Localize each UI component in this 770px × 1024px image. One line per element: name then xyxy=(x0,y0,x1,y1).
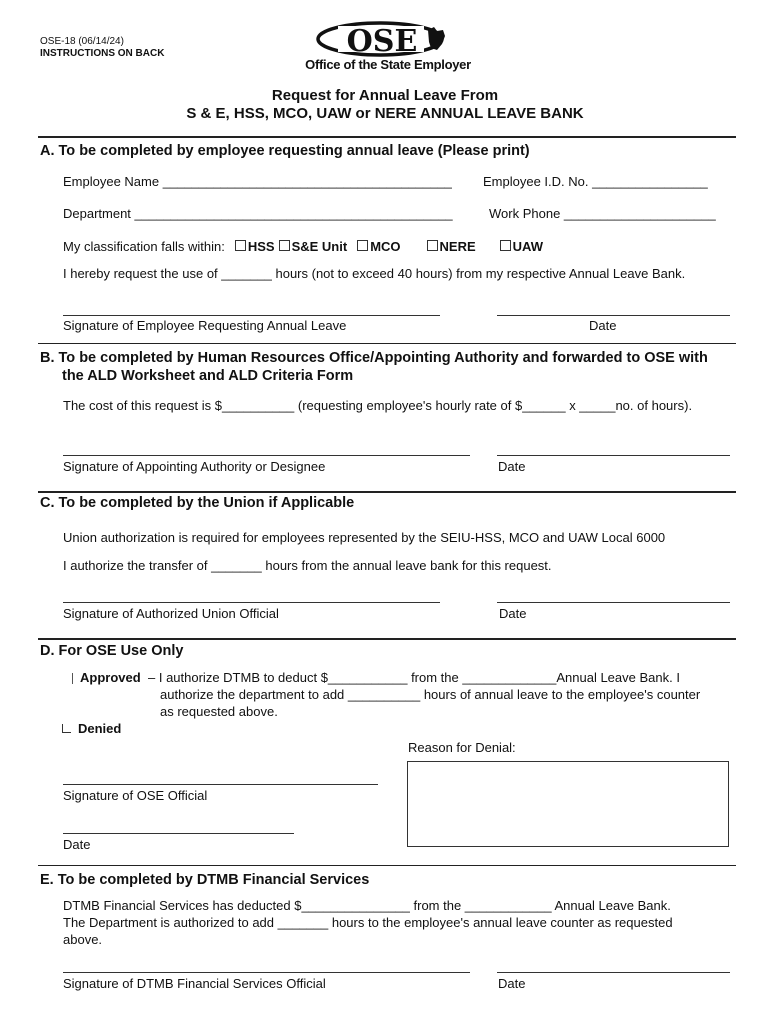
dtmb-line-1[interactable]: DTMB Financial Services has deducted $_______________ from the ____________ Annual Leave Bank. xyxy=(63,898,671,913)
authority-date-line[interactable] xyxy=(497,455,730,456)
employee-date-line[interactable] xyxy=(497,315,730,316)
union-date-label: Date xyxy=(499,606,527,621)
divider xyxy=(38,865,736,866)
divider xyxy=(38,638,736,640)
section-c-heading: C. To be completed by the Union if Applicable xyxy=(40,495,355,511)
dtmb-signature-line[interactable] xyxy=(63,972,470,973)
ose-date-label: Date xyxy=(63,837,91,852)
cost-text[interactable]: The cost of this request is $__________ (requesting employee's hourly rate of $______ x _____no. of hours). xyxy=(63,398,693,413)
department-field[interactable]: Department ____________________________________________ xyxy=(63,206,453,221)
employee-date-label: Date xyxy=(589,318,617,333)
option-se-unit[interactable]: S&E Unit xyxy=(279,239,348,254)
ose-signature-label: Signature of OSE Official xyxy=(63,788,208,803)
org-name: Office of the State Employer xyxy=(305,57,471,72)
leave-request-text: I hereby request the use of _______ hours (not to exceed 40 hours) from my respective Annual Leave Bank. xyxy=(63,266,686,281)
approved-line-1[interactable]: – I authorize DTMB to deduct $___________ from the _____________Annual Leave Bank. I xyxy=(148,670,680,685)
section-b-heading-cont: the ALD Worksheet and ALD Criteria Form xyxy=(62,368,354,384)
union-note: Union authorization is required for employees represented by the SEIU-HSS, MCO and UAW Local 6000 xyxy=(63,530,666,545)
section-e-heading: E. To be completed by DTMB Financial Services xyxy=(40,872,370,888)
work-phone-field[interactable]: Work Phone _____________________ xyxy=(489,206,716,221)
dtmb-line-3: above. xyxy=(63,932,103,947)
option-mco[interactable]: MCO xyxy=(357,239,400,254)
ose-date-line[interactable] xyxy=(63,833,294,834)
denial-reason-label: Reason for Denial: xyxy=(408,740,516,755)
classification-label: My classification falls within: xyxy=(63,239,225,254)
employee-signature-label: Signature of Employee Requesting Annual Leave xyxy=(63,318,347,333)
form-code: OSE-18 (06/14/24) xyxy=(40,36,124,47)
denial-reason-box[interactable] xyxy=(407,761,729,847)
union-signature-line[interactable] xyxy=(63,602,440,603)
page-subtitle: S & E, HSS, MCO, UAW or NERE ANNUAL LEAVE BANK xyxy=(186,105,584,122)
employee-id-field[interactable]: Employee I.D. No. ________________ xyxy=(483,174,708,189)
page-title: Request for Annual Leave From xyxy=(271,87,499,104)
ose-signature-line[interactable] xyxy=(63,784,378,785)
dtmb-line-2[interactable]: The Department is authorized to add _______ hours to the employee's annual leave counter as requested xyxy=(63,915,673,930)
denied-option[interactable]: Denied xyxy=(62,721,121,736)
checkbox-icon[interactable] xyxy=(235,240,246,251)
checkbox-icon[interactable] xyxy=(279,240,290,251)
employee-name-field[interactable]: Employee Name ________________________________________ xyxy=(63,174,452,189)
dtmb-date-line[interactable] xyxy=(497,972,730,973)
dtmb-date-label: Date xyxy=(498,976,526,991)
union-transfer-text[interactable]: I authorize the transfer of _______ hours from the annual leave bank for this request. xyxy=(63,558,552,573)
union-signature-label: Signature of Authorized Union Official xyxy=(63,606,279,621)
approved-line-3: as requested above. xyxy=(160,704,278,719)
logo-text: OSE xyxy=(346,24,418,59)
option-nere[interactable]: NERE xyxy=(427,239,476,254)
dtmb-signature-label: Signature of DTMB Financial Services Official xyxy=(63,976,326,991)
approved-option[interactable]: Approved xyxy=(72,670,141,685)
classification-row xyxy=(63,239,543,254)
divider xyxy=(38,343,736,344)
section-a-heading: A. To be completed by employee requesting annual leave (Please print) xyxy=(40,143,530,159)
checkbox-icon[interactable] xyxy=(427,240,438,251)
instructions-note: INSTRUCTIONS ON BACK xyxy=(40,48,165,59)
divider xyxy=(38,136,736,138)
approved-line-2[interactable]: authorize the department to add __________ hours of annual leave to the employee's counter xyxy=(160,687,701,702)
authority-signature-label: Signature of Appointing Authority or Designee xyxy=(63,459,326,474)
employee-signature-line[interactable] xyxy=(63,315,440,316)
authority-signature-line[interactable] xyxy=(63,455,470,456)
option-uaw[interactable]: UAW xyxy=(500,239,543,254)
divider xyxy=(38,491,736,493)
checkbox-icon[interactable] xyxy=(72,673,74,684)
checkbox-icon[interactable] xyxy=(357,240,368,251)
authority-date-label: Date xyxy=(498,459,526,474)
section-d-heading: D. For OSE Use Only xyxy=(40,643,184,659)
option-hss[interactable]: HSS xyxy=(235,239,275,254)
form-header-code xyxy=(40,36,164,60)
checkbox-icon[interactable] xyxy=(500,240,511,251)
checkbox-icon[interactable] xyxy=(62,724,71,733)
section-b-heading: B. To be completed by Human Resources Office/Appointing Authority and forwarded to OSE with xyxy=(40,350,708,366)
union-date-line[interactable] xyxy=(497,602,730,603)
